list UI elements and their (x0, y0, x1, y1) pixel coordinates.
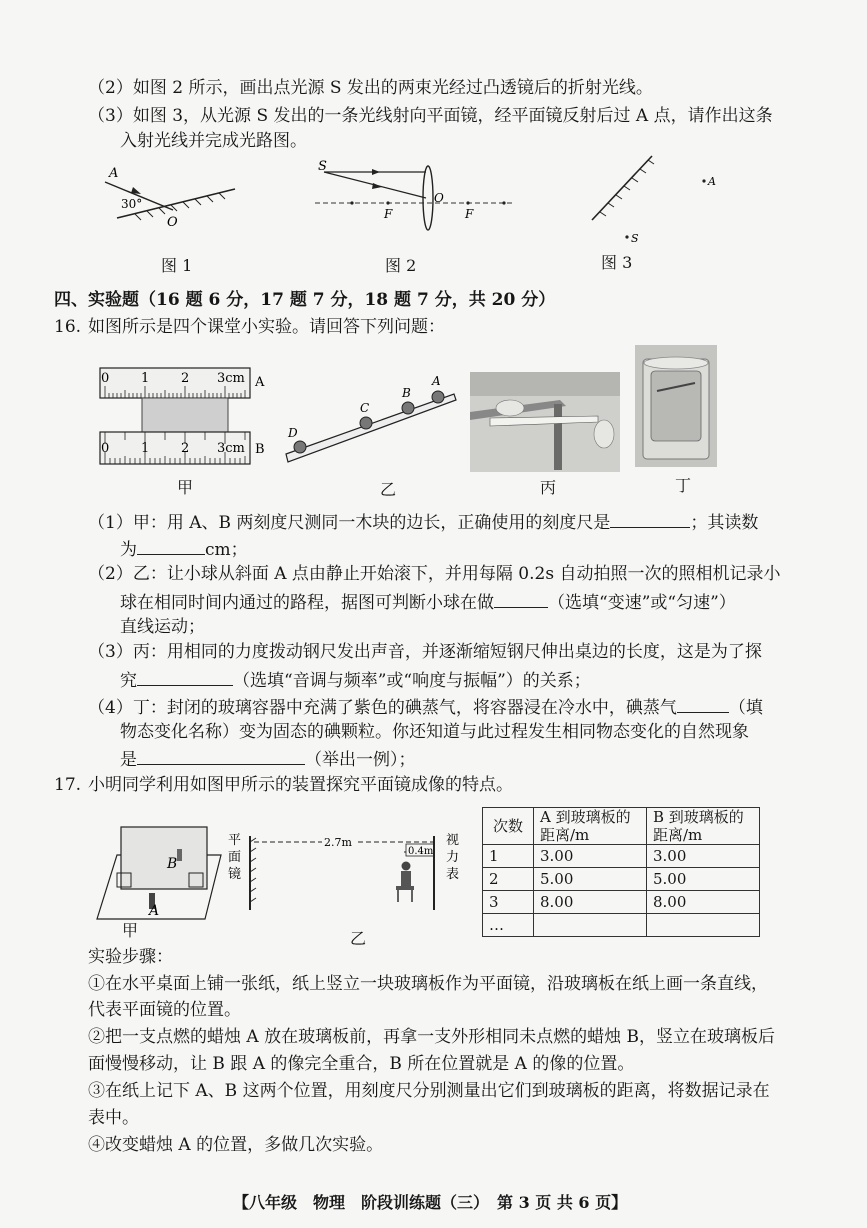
fig3-label: 图 3 (601, 253, 633, 272)
fig2-focus-right (466, 201, 469, 204)
figure-2-diagram (310, 158, 520, 238)
table-row (483, 845, 760, 868)
q16-part2-line3: 直线运动； (120, 617, 205, 637)
bing-wall (470, 372, 620, 396)
q16-part1-text-a: （1）甲：用 A、B 两刻度尺测同一木块的边长，正确使用的刻度尺是 (88, 513, 611, 533)
incline-board (286, 394, 456, 462)
yi-distance-1: 2.7m (324, 836, 352, 849)
q17-fig-yi (224, 830, 470, 918)
q16-fig-yi-incline (280, 370, 460, 470)
table-cell: 3.00 (534, 845, 647, 868)
q17-number: 17. (54, 775, 82, 795)
table-cell: 3.00 (647, 845, 760, 868)
ruler-A-tag: A (255, 375, 265, 390)
figure-1-diagram (95, 160, 245, 230)
table-header-cell: A 到玻璃板的距离/m (534, 808, 647, 845)
jia-label-B: B (167, 856, 178, 872)
fig2-label-F2: F (465, 207, 474, 221)
jia-candle-B (177, 849, 182, 861)
table-cell (534, 914, 647, 937)
fig2-arrow-1 (372, 169, 380, 175)
table-header-row (483, 808, 760, 845)
ball-C-label: C (360, 401, 370, 415)
q16-fig-yi-label: 乙 (380, 480, 397, 499)
q16-part3-answer-relation[interactable] (137, 668, 233, 686)
table-header-cell: 次数 (483, 808, 534, 845)
q16-part1-answer-reading[interactable] (137, 537, 205, 555)
ball-A (432, 391, 444, 403)
q16-part2-answer-motion[interactable] (494, 590, 548, 608)
q16-part3-line1: （3）丙：用相同的力度拨动钢尺发出声音，并逐渐缩短钢尺伸出桌边的长度，这是为了探 (88, 642, 762, 662)
table-cell: 2 (483, 868, 534, 891)
table-header-cell: B 到玻璃板的距离/m (647, 808, 760, 845)
q16-part3-line2 (120, 668, 591, 692)
ruler-A-tick-0: 0 (101, 371, 110, 386)
bing-hand-press (496, 400, 524, 416)
table-cell: 5.00 (534, 868, 647, 891)
fig1-label: 图 1 (161, 256, 193, 275)
fig1-point-O: O (167, 215, 178, 230)
q16-fig-ding-label: 丁 (675, 476, 692, 495)
q16-fig-ding-photo (635, 345, 717, 467)
fig2-point-S: S (318, 159, 327, 174)
q16-part4-text-a: （4）丁：封闭的玻璃容器中充满了紫色的碘蒸气，将容器浸在冷水中，碘蒸气 (88, 698, 677, 718)
section-4-title: 四、实验题（16 题 6 分，17 题 7 分，18 题 7 分，共 20 分） (54, 290, 556, 310)
q17-step4: ④改变蜡烛 A 的位置，多做几次实验。 (88, 1135, 384, 1155)
ruler-A-tick-3: 3cm (217, 371, 245, 386)
table-cell: … (483, 914, 534, 937)
figure-3-diagram (580, 150, 730, 250)
q17-step1-line1: ①在水平桌面上铺一张纸，纸上竖立一块玻璃板作为平面镜，沿玻璃板在纸上画一条直线， (88, 974, 768, 994)
page-footer: 【八年级 物理 阶段训练题（三） 第 3 页 共 6 页】 (233, 1193, 628, 1212)
q16-part2-line1: （2）乙：让小球从斜面 A 点由静止开始滚下，并用每隔 0.2s 自动拍照一次的照相机记录小 (88, 564, 781, 584)
q17-step1-line2: 代表平面镜的位置。 (88, 1000, 241, 1020)
fig3-point-A: A (708, 175, 716, 188)
q16-part3-text-c: （选填“音调与频率”或“响度与振幅”）的关系； (233, 671, 591, 691)
yi-person (396, 862, 414, 903)
ball-B-label: B (402, 386, 411, 400)
q16-fig-bing-label: 丙 (540, 478, 557, 497)
fig1-point-A: A (109, 166, 119, 181)
q16-fig-bing-photo (470, 372, 620, 472)
q16-part2-line2 (120, 590, 736, 614)
ruler-A-tick-2: 2 (181, 371, 190, 386)
q16-part1-text-d: cm； (205, 540, 248, 560)
q16-stem: 如图所示是四个课堂小实验。请回答下列问题： (88, 317, 445, 337)
q16-part4-line3 (120, 747, 416, 771)
q16-part2-text-b: 球在相同时间内通过的路程，据图可判断小球在做 (120, 593, 494, 613)
q16-fig-jia-rulers (95, 360, 275, 470)
yi-distance-2: 0.4m (408, 846, 434, 857)
ruler-B-tick-0: 0 (101, 441, 110, 456)
fig2-dot-2f-right (502, 201, 505, 204)
table-cell (647, 914, 760, 937)
yi-mirror-char-2: 面 (228, 850, 242, 865)
q16-part1-text-c: 为 (120, 540, 137, 560)
fig3-point-S: S (631, 232, 639, 245)
q15-part3-line2: 入射光线并完成光路图。 (120, 131, 307, 151)
yi-chart-char-1: 视 (446, 833, 460, 848)
q16-part2-text-c: （选填“变速”或“匀速”） (548, 593, 736, 613)
fig3-mirror-hatch (600, 160, 654, 216)
fig2-label-F1: F (384, 207, 393, 221)
bing-hand-pluck (594, 420, 614, 448)
table-cell: 5.00 (647, 868, 760, 891)
q17-fig-jia-label: 甲 (122, 921, 139, 940)
q16-part4-text-e: （举出一例）； (305, 750, 416, 770)
q17-step3-line1: ③在纸上记下 A、B 这两个位置，用刻度尺分别测量出它们到玻璃板的距离，将数据记录在 (88, 1081, 770, 1101)
q16-part4-line1 (88, 695, 763, 719)
table-row (483, 868, 760, 891)
fig1-mirror-hatch (135, 193, 225, 220)
q15-part2: （2）如图 2 所示，画出点光源 S 发出的两束光经过凸透镜后的折射光线。 (88, 78, 653, 98)
table-cell: 8.00 (647, 891, 760, 914)
ding-beaker-rim (644, 357, 708, 369)
ball-B (402, 402, 414, 414)
q17-data-table (482, 807, 760, 937)
q16-part1-line1 (88, 510, 758, 534)
ruler-B-tag: B (255, 442, 265, 457)
q16-part4-text-b: （填 (728, 698, 763, 718)
jia-glass-plate (121, 827, 207, 889)
fig3-point-S-dot (625, 235, 628, 238)
table-cell: 1 (483, 845, 534, 868)
table-cell: 3 (483, 891, 534, 914)
q17-step2-line2: 面慢慢移动，让 B 跟 A 的像完全重合，B 所在位置就是 A 的像的位置。 (88, 1054, 635, 1074)
table-row (483, 914, 760, 937)
q17-steps-title: 实验步骤： (88, 947, 173, 967)
table-cell: 8.00 (534, 891, 647, 914)
q16-part4-answer-example[interactable] (137, 747, 305, 765)
q17-step3-line2: 表中。 (88, 1108, 139, 1128)
q16-fig-jia-label: 甲 (177, 478, 194, 497)
ruler-B-tick-3: 3cm (217, 441, 245, 456)
q17-step2-line1: ②把一支点燃的蜡烛 A 放在玻璃板前，再拿一支外形相同未点燃的蜡烛 B，竖立在玻璃板后 (88, 1027, 775, 1047)
q16-part1-text-b: ；其读数 (690, 513, 759, 533)
q17-fig-yi-label: 乙 (350, 929, 367, 948)
q16-part3-text-b: 究 (120, 671, 137, 691)
q16-part4-line2: 物态变化名称）变为固态的碘颗粒。你还知道与此过程发生相同物态变化的自然现象 (120, 722, 749, 742)
q16-part1-answer-ruler[interactable] (610, 510, 690, 528)
fig2-dot-2f-left (350, 201, 353, 204)
fig2-label: 图 2 (385, 256, 417, 275)
ball-A-label: A (432, 374, 441, 388)
yi-mirror-char-3: 镜 (228, 867, 242, 882)
q17-fig-jia (95, 815, 235, 935)
yi-chart-char-3: 表 (446, 867, 460, 882)
q16-part1-line2 (120, 537, 248, 561)
yi-chart-char-2: 力 (446, 850, 460, 865)
wood-block (142, 398, 228, 432)
ding-iodine-container (651, 371, 701, 441)
q15-part3-line1: （3）如图 3，从光源 S 发出的一条光线射向平面镜，经平面镜反射后过 A 点，请作出这条 (88, 106, 773, 126)
q16-number: 16. (54, 317, 82, 337)
ruler-B-tick-1: 1 (141, 441, 150, 456)
fig2-label-O: O (434, 191, 444, 205)
q17-stem: 小明同学利用如图甲所示的装置探究平面镜成像的特点。 (88, 775, 513, 795)
ball-C (360, 417, 372, 429)
q16-part4-answer-change[interactable] (677, 695, 729, 713)
table-row (483, 891, 760, 914)
jia-label-A: A (149, 903, 160, 919)
q16-part4-text-d: 是 (120, 750, 137, 770)
fig1-arrow (131, 187, 141, 194)
fig1-angle: 30° (121, 197, 143, 211)
ruler-A-tick-1: 1 (141, 371, 150, 386)
ruler-B-tick-2: 2 (181, 441, 190, 456)
bing-table-leg (554, 404, 562, 470)
fig2-focus-left (386, 201, 389, 204)
ball-D (294, 441, 306, 453)
ball-D-label: D (288, 426, 298, 440)
fig3-mirror-line (592, 156, 652, 220)
fig3-point-A-dot (702, 179, 705, 182)
yi-mirror-char-1: 平 (228, 833, 242, 848)
